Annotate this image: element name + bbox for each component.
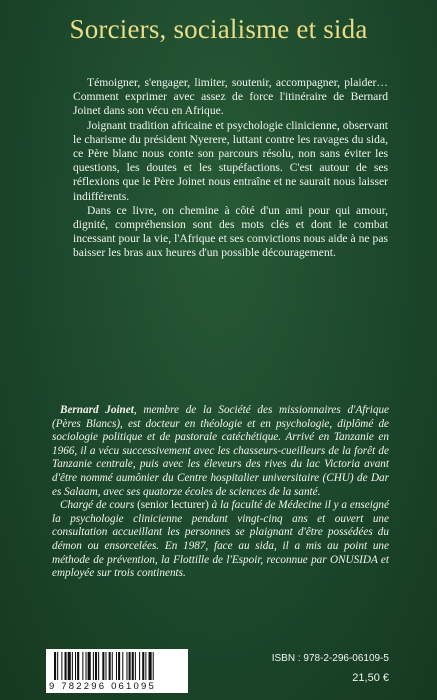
- barcode-bar: [72, 652, 73, 680]
- barcode-bar: [88, 652, 91, 680]
- barcode-bar: [142, 652, 144, 680]
- barcode-bar: [98, 652, 99, 680]
- author-bio: [52, 404, 389, 581]
- bio-paragraph-1: [52, 404, 389, 499]
- price: 21,50 €: [352, 672, 389, 684]
- barcode-bar: [129, 652, 131, 680]
- barcode-bar: [135, 652, 136, 680]
- barcode-bar: [86, 652, 87, 680]
- blurb-paragraph-1: Témoigner, s'engager, limiter, soutenir, accompagner, plaider… Comment exprimer avec assez de force l'itinéraire de Bernard Joinet dans son vécu en Afrique.: [73, 76, 388, 118]
- barcode-bar: [153, 652, 154, 680]
- barcode-bar: [118, 652, 120, 680]
- blurb: [73, 76, 388, 261]
- barcode-bar: [149, 652, 152, 680]
- barcode-bar: [57, 652, 58, 680]
- barcode-bar: [126, 652, 127, 680]
- barcode: [46, 649, 188, 693]
- barcode-bar: [61, 652, 62, 680]
- bio-paragraph-2-upright: (senior lecturer): [137, 499, 209, 512]
- barcode-bar: [102, 652, 104, 680]
- barcode-bar: [145, 652, 146, 680]
- barcode-bar: [54, 652, 56, 680]
- barcode-bar: [109, 652, 111, 680]
- barcode-bar: [112, 652, 113, 680]
- barcode-bars: [54, 652, 180, 680]
- barcode-bar: [132, 652, 134, 680]
- author-name: Bernard Joinet: [60, 404, 134, 416]
- bio-paragraph-1-text: , membre de la Société des missionnaires d'Afrique (Pères Blancs), est docteur en théologie et en psychologie, diplômé de sociologie politique et de pastorale catéchétique. Arrivé en Tanzanie en 1966, il a vécu successivement avec les chasseurs-cueilleurs de la forêt de Tanzanie centrale, puis avec les éleveurs des rives du lac Victoria avant d'être nommé aumônier du Centre hospitalier universitaire (CHU) de Dar es Salaam, avec ses quatorze écoles de sciences de la santé.: [52, 404, 390, 498]
- bio-paragraph-2: [52, 499, 389, 581]
- bio-paragraph-2-start: Chargé de cours: [60, 499, 138, 512]
- barcode-digits: 9 782296 061095: [49, 681, 156, 692]
- barcode-bar: [65, 652, 67, 680]
- barcode-bar: [95, 652, 97, 680]
- barcode-bar: [82, 652, 83, 680]
- blurb-paragraph-3: Dans ce livre, on chemine à côté d'un ami pour qui amour, dignité, compréhension sont des mots clés et dont le combat incessant pour la vie, l'Afrique et ses convictions nous aide à ne pas baisser les bras aux heures d'un possible découragement.: [73, 203, 388, 260]
- isbn: ISBN : 978-2-296-06109-5: [271, 653, 389, 664]
- blurb-paragraph-2: Joignant tradition africaine et psychologie clinicienne, observant le charisme du président Nyerere, luttant contre les ravages du sida, ce Père blanc nous conte son parcours résolu, non sans éviter les questions, les doutes et les stupéfactions. C'est autour de ses réflexions que le Père Joinet nous entraîne et ne saurait nous laisser indifférents.: [73, 118, 388, 203]
- bio-paragraph-2-text: à la faculté de Médecine il y a enseigné la psychologie clinicienne pendant vingt-cinq ans et ouvert une consultation accueillant les personnes se plaignant d'être possédées du démon ou ensorcelées. En 1987, face au sida, il a mis au point une méthode de prévention, la Flottille de l'Espoir, reconnue par ONUSIDA et employée sur trois continents.: [52, 499, 389, 580]
- barcode-bar: [93, 652, 94, 680]
- book-title: Sorciers, socialisme et sida: [69, 14, 368, 44]
- barcode-bar: [77, 652, 79, 680]
- barcode-bar: [116, 652, 117, 680]
- barcode-bar: [139, 652, 140, 680]
- barcode-bar: [105, 652, 106, 680]
- barcode-bar: [68, 652, 71, 680]
- barcode-bar: [75, 652, 76, 680]
- barcode-bar: [122, 652, 123, 680]
